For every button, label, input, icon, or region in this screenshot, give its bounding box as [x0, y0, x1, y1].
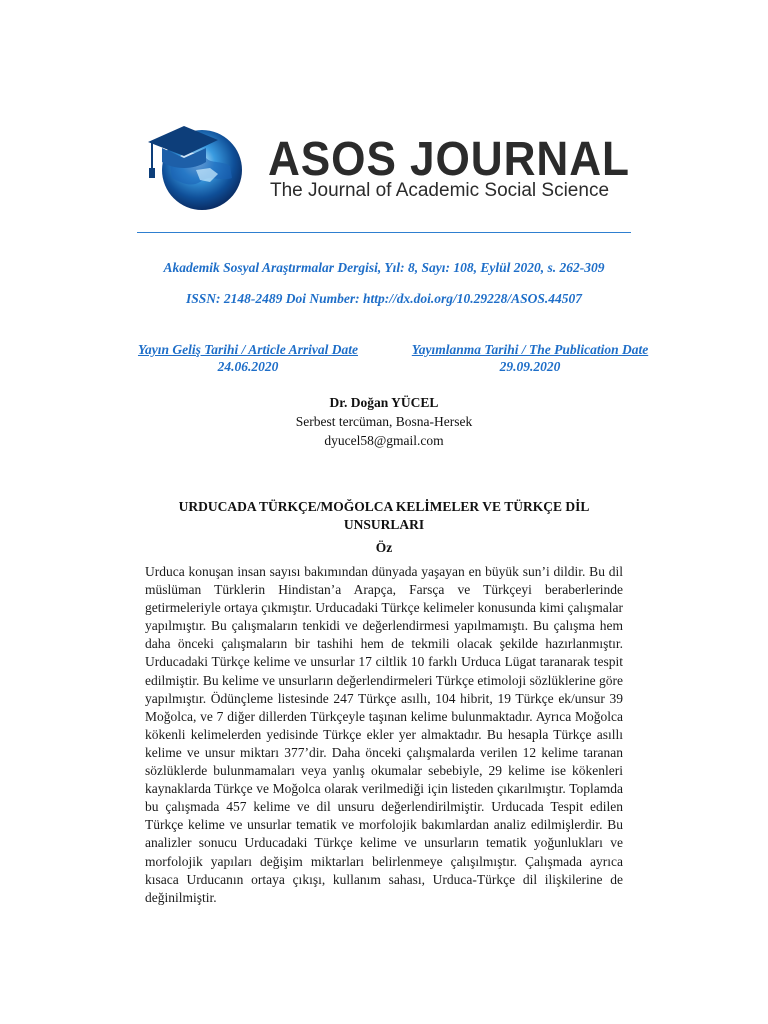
author-name: Dr. Doğan YÜCEL: [329, 395, 439, 410]
author-affiliation: Serbest tercüman, Bosna-Hersek: [295, 414, 473, 429]
arrival-date-block: [108, 341, 388, 375]
publication-date-label: Yayımlanma Tarihi / The Publication Date: [411, 342, 649, 357]
author-email[interactable]: dyucel58@gmail.com: [324, 433, 444, 448]
journal-citation: Akademik Sosyal Araştırmalar Dergisi, Yıl: 8, Sayı: 108, Eylül 2020, s. 262-309: [163, 260, 605, 275]
journal-logo-subtitle: The Journal of Academic Social Science: [270, 180, 610, 201]
journal-logo-globe-icon: [140, 112, 250, 216]
article-title: URDUCADA TÜRKÇE/MOĞOLCA KELİMELER VE TÜRKÇE DİL UNSURLARI: [178, 499, 590, 532]
abstract-heading: Öz: [375, 540, 393, 555]
journal-logo-title: ASOS JOURNAL: [268, 133, 630, 186]
abstract-text: Urduca konuşan insan sayısı bakımından dünyada yaşayan en büyük sun’i dildir. Bu dil müslüman Türklerin Hindistan’a Arapça, Farsça ve Türkçeyi beraberlerinde getirmeleriyle ortaya çıkmıştır. Urducadaki Türkçe kelimeler konusunda kimi çalışmalar yapılmıştır. Bu çalışmaların tenkidi ve değerlendirmesi yapılmamıştı. Bu çalışma hem daha önceki çalışmaların bir tashihi hem de tekmili olacak şekilde hazırlanmıştır. Urducadaki Türkçe kelime ve unsurlar 17 ciltlik 10 farklı Urduca Lügat taranarak tespit edilmiştir. Bu kelime ve unsurların değerlendirmeleri Türkçe etimoloji sözlüklerine göre yapılmıştır. Ödünçleme listesinde 247 Türkçe asıllı, 104 hibrit, 19 Türkçe ek/unsur 39 Moğolca, ve 7 diğer dillerden Türkçeyle taşınan kelime bulunmaktadır. Ayrıca Moğolca kökenli kelimelerden yedisinde Türkçe ekler yer almaktadır. Bu hesapla Türkçe asıllı kelime ve unsur miktarı 377’dir. Daha önceki çalışmalarda verilen 12 kelime taranan sözlüklerde bulunmamaları veya yanlış okumalar sebebiyle, 29 kelime ise kökenleri kaynaklarda Türkçe ve Moğolca olarak verilmediği için listeden çıkarılmıştır. Toplamda bu çalışmada 457 kelime ve dil unsuru değerlendirilmiştir. Urducada Tespit edilen Türkçe kelime ve unsurlar tematik ve morfolojik bakımlardan analiz edilmişlerdir. Bu analizler sonucu Urducadaki Türkçe kelime ve unsurların tematik yoğunlukları ve morfolojik yapıları değişim miktarları belirlenmeye çalışılmıştır. Çalışmada ayrıca kısaca Urducanın ortaya çıkışı, kullanım sahası, Urduca-Türkçe dil ilişkilerine de değinilmiştir.: [145, 564, 623, 905]
header-divider: [137, 232, 631, 233]
publication-date-value: 29.09.2020: [499, 359, 561, 374]
issn-doi-line[interactable]: ISSN: 2148-2489 Doi Number: http://dx.doi.org/10.29228/ASOS.44507: [185, 291, 583, 306]
arrival-date-label: Yayın Geliş Tarihi / Article Arrival Date: [137, 342, 358, 357]
author-block: [0, 393, 768, 450]
arrival-date-value: 24.06.2020: [217, 359, 279, 374]
publication-date-block: [390, 341, 670, 375]
